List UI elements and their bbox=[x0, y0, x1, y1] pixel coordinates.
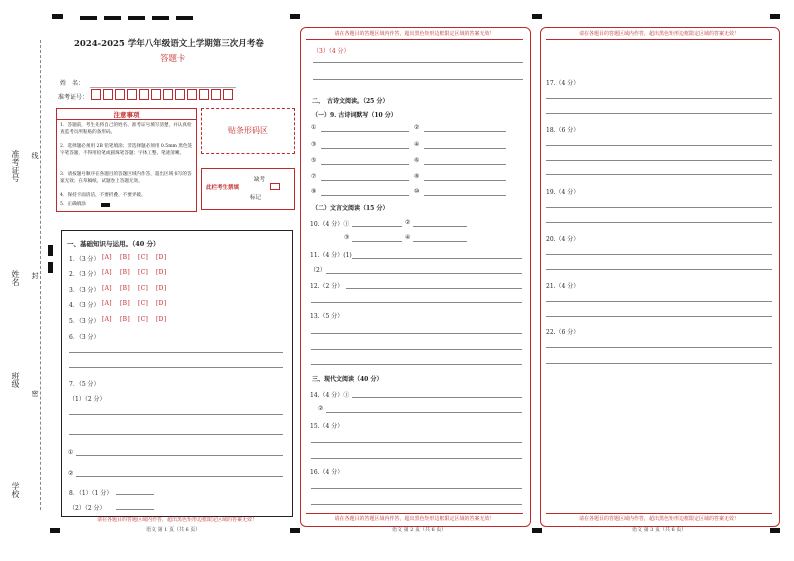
answer-line[interactable] bbox=[311, 442, 522, 443]
q14-label: 14.（4 分）① bbox=[310, 392, 350, 399]
option-c[interactable]: [C] bbox=[138, 254, 149, 261]
registration-mark bbox=[128, 16, 145, 20]
notice-item: 4．保持卡面清洁，不要折叠、不要弄破。 bbox=[60, 193, 146, 198]
q6-label: 6．（3 分） bbox=[69, 334, 100, 341]
q8-2-label: （2）（2 分） bbox=[69, 505, 106, 512]
registration-mark bbox=[290, 14, 300, 19]
answer-line[interactable] bbox=[546, 222, 772, 223]
answer-line[interactable] bbox=[116, 494, 154, 495]
option-c[interactable]: [C] bbox=[138, 316, 149, 323]
mc-row-3: 3．（3 分） [A] [B] [C] [D] bbox=[69, 285, 167, 294]
section3-title: 三、现代文阅读（40 分） bbox=[312, 376, 383, 383]
answer-line[interactable] bbox=[546, 145, 772, 146]
page3-answer-box bbox=[540, 27, 780, 527]
q16-label: 16.（4 分） bbox=[310, 469, 344, 476]
subsection-poetry: （一）9. 古诗词默写（10 分） bbox=[312, 112, 397, 119]
answer-line[interactable] bbox=[546, 174, 772, 175]
answer-line[interactable] bbox=[424, 180, 506, 181]
registration-mark bbox=[152, 16, 169, 20]
answer-line[interactable] bbox=[424, 164, 506, 165]
option-a[interactable]: [A] bbox=[102, 300, 112, 307]
answer-line[interactable] bbox=[69, 434, 283, 435]
answer-line[interactable] bbox=[76, 476, 283, 477]
answer-line[interactable] bbox=[424, 195, 506, 196]
absent-checkbox[interactable] bbox=[270, 183, 280, 190]
page1-warning: 请在各题目的答题区域内作答，超出黑色矩形边框限定区域的答案无效！ bbox=[96, 517, 257, 523]
option-a[interactable]: [A] bbox=[102, 285, 112, 292]
option-b[interactable]: [B] bbox=[120, 269, 130, 276]
section2-title: 二、 古诗文阅读。（25 分） bbox=[312, 98, 389, 105]
answer-line[interactable] bbox=[313, 62, 523, 63]
side-label-feng: 封 bbox=[31, 272, 39, 279]
notice-item: 2．选择题必须用 2B 铅笔填涂；非选择题必须用 0.5mm 黑色签字笔答题，不得用铅笔或圆珠笔答题；字体工整、笔迹清晰。 bbox=[60, 144, 193, 156]
registration-mark bbox=[48, 245, 53, 256]
q11-label: 11.（4 分）(1) bbox=[310, 252, 352, 259]
answer-line[interactable] bbox=[546, 347, 772, 348]
option-d[interactable]: [D] bbox=[156, 269, 167, 276]
side-label-class: 班级 bbox=[11, 372, 20, 388]
side-label-xian: 线 bbox=[31, 152, 39, 159]
answer-line[interactable] bbox=[546, 207, 772, 208]
exam-id-boxes[interactable] bbox=[91, 89, 237, 101]
q10-label: 10.（4 分）① bbox=[310, 221, 350, 228]
absent-text-top: 缺考 bbox=[254, 177, 266, 183]
q13-label: 13.（5 分） bbox=[310, 313, 344, 320]
q7-1-label: （1）（2 分） bbox=[69, 396, 106, 403]
registration-mark bbox=[52, 14, 63, 19]
answer-line[interactable] bbox=[546, 269, 772, 270]
name-label: 姓 名： bbox=[60, 80, 85, 87]
answer-line[interactable] bbox=[76, 455, 283, 456]
option-d[interactable]: [D] bbox=[156, 300, 167, 307]
answer-line[interactable] bbox=[413, 241, 467, 242]
q20-label: 20.（4 分） bbox=[546, 236, 580, 243]
answer-line[interactable] bbox=[546, 301, 772, 302]
answer-line[interactable] bbox=[313, 79, 523, 80]
page3-warning-bottom: 请在各题目的答题区域内作答，超出黑色矩形边框限定区域的答案无效！ bbox=[578, 516, 739, 522]
answer-line[interactable] bbox=[69, 414, 283, 415]
answer-line[interactable] bbox=[546, 160, 772, 161]
page-title: 2024-2025 学年八年级语文上学期第三次月考卷 bbox=[74, 39, 264, 49]
answer-line[interactable] bbox=[321, 148, 409, 149]
option-b[interactable]: [B] bbox=[120, 316, 130, 323]
notice-item: 1．答题前，考生先将自己的姓名、准考证号填写清楚，并认真检查监考员所粘贴的条形码。 bbox=[60, 123, 192, 135]
option-d[interactable]: [D] bbox=[156, 285, 167, 292]
answer-line[interactable] bbox=[311, 349, 522, 350]
mc-row-4: 4．（3 分） [A] [B] [C] [D] bbox=[69, 300, 167, 309]
exam-id-label: 准考证号： bbox=[58, 94, 89, 101]
answer-line[interactable] bbox=[321, 180, 409, 181]
option-d[interactable]: [D] bbox=[156, 316, 167, 323]
registration-mark bbox=[770, 528, 780, 533]
q21-label: 21.（4 分） bbox=[546, 283, 580, 290]
answer-line[interactable] bbox=[546, 98, 772, 99]
q17-label: 17.（4 分） bbox=[546, 80, 580, 87]
answer-line[interactable] bbox=[352, 258, 522, 259]
answer-line[interactable] bbox=[424, 148, 506, 149]
binding-line bbox=[40, 40, 41, 510]
answer-line[interactable] bbox=[311, 333, 522, 334]
option-a[interactable]: [A] bbox=[102, 254, 112, 261]
side-label-name: 姓名 bbox=[11, 270, 20, 286]
answer-line[interactable] bbox=[326, 273, 522, 274]
q7-label: 7．（5 分） bbox=[69, 381, 100, 388]
q19-label: 19.（4 分） bbox=[546, 189, 580, 196]
mc-row-5: 5．（3 分） [A] [B] [C] [D] bbox=[69, 316, 167, 325]
answer-line[interactable] bbox=[311, 458, 522, 459]
answer-line[interactable] bbox=[321, 164, 409, 165]
q8-label: 8．（1）（1 分） bbox=[69, 490, 113, 497]
answer-line[interactable] bbox=[546, 113, 772, 114]
notice-item: 3．请按题号顺序在各题目的答题区域内作答，超出区域书写的答案无效；在草稿纸、试题卷上答题无效。 bbox=[60, 172, 192, 184]
answer-line[interactable] bbox=[352, 241, 402, 242]
answer-line[interactable] bbox=[546, 254, 772, 255]
q7-circle-1: ① bbox=[68, 449, 74, 456]
q12-label: 12.（2 分） bbox=[310, 283, 344, 290]
page1-footer: 语文 第 1 页（共 6 页） bbox=[146, 527, 201, 533]
part3-label: （3）（4 分） bbox=[313, 48, 350, 55]
q15-label: 15.（4 分） bbox=[310, 423, 344, 430]
option-a[interactable]: [A] bbox=[102, 316, 112, 323]
answer-line[interactable] bbox=[546, 363, 772, 364]
registration-mark bbox=[290, 528, 300, 533]
page-subtitle: 答题卡 bbox=[160, 54, 186, 64]
absent-label: 此栏考生禁填 bbox=[206, 185, 240, 191]
option-c[interactable]: [C] bbox=[138, 300, 149, 307]
page3-footer: 语文 第 3 页（共 6 页） bbox=[632, 527, 687, 533]
fill-example-mark bbox=[101, 203, 110, 207]
side-label-exam-id: 准考证号 bbox=[11, 150, 20, 182]
answer-line[interactable] bbox=[346, 288, 522, 289]
registration-mark bbox=[48, 262, 53, 273]
absent-box bbox=[201, 168, 295, 210]
side-label-school: 学校 bbox=[11, 482, 20, 498]
mc-row-2: 2．（3 分） [A] [B] [C] [D] bbox=[69, 269, 167, 278]
barcode-area: 贴条形码区 bbox=[201, 108, 295, 154]
answer-line[interactable] bbox=[311, 364, 522, 365]
answer-line[interactable] bbox=[69, 367, 283, 368]
registration-mark bbox=[176, 16, 193, 20]
option-c[interactable]: [C] bbox=[138, 269, 149, 276]
option-d[interactable]: [D] bbox=[156, 254, 167, 261]
side-label-mi: 密 bbox=[31, 390, 39, 397]
answer-line[interactable] bbox=[546, 316, 772, 317]
fill-example-label: 5．正确填涂 bbox=[60, 202, 86, 207]
registration-mark bbox=[104, 16, 121, 20]
answer-line[interactable] bbox=[311, 504, 522, 505]
page2-warning-bottom: 请在各题目的答题区域内作答，超出黑色矩形边框限定区域的答案无效！ bbox=[334, 516, 495, 522]
q18-label: 18.（6 分） bbox=[546, 127, 580, 134]
registration-mark bbox=[80, 16, 97, 20]
option-c[interactable]: [C] bbox=[138, 285, 149, 292]
answer-line[interactable] bbox=[321, 195, 409, 196]
q22-label: 22.（6 分） bbox=[546, 329, 580, 336]
answer-line[interactable] bbox=[311, 302, 522, 303]
option-b[interactable]: [B] bbox=[120, 300, 130, 307]
answer-line[interactable] bbox=[321, 131, 409, 132]
section1-title: 一、基础知识与运用。（40 分） bbox=[67, 240, 160, 248]
page2-footer: 语文 第 2 页（共 6 页） bbox=[392, 527, 447, 533]
answer-line[interactable] bbox=[116, 509, 154, 510]
absent-text-bottom: 标记 bbox=[250, 195, 262, 201]
answer-line[interactable] bbox=[326, 412, 522, 413]
name-field[interactable] bbox=[90, 87, 236, 88]
notice-title: 注意事项 bbox=[113, 111, 140, 119]
answer-line[interactable] bbox=[311, 488, 522, 489]
q7-circle-2: ② bbox=[68, 470, 74, 477]
option-b[interactable]: [B] bbox=[120, 254, 130, 261]
subsection-classical: （二）文言文阅读（15 分） bbox=[312, 205, 389, 212]
option-a[interactable]: [A] bbox=[102, 269, 112, 276]
registration-mark bbox=[50, 528, 60, 533]
answer-line[interactable] bbox=[413, 226, 467, 227]
notice-box bbox=[56, 108, 197, 212]
answer-line[interactable] bbox=[352, 226, 402, 227]
registration-mark bbox=[532, 528, 542, 533]
answer-line[interactable] bbox=[352, 397, 522, 398]
page2-warning-top: 请在各题目的答题区域内作答，超出黑色矩形边框限定区域的答案无效！ bbox=[334, 31, 495, 37]
option-b[interactable]: [B] bbox=[120, 285, 130, 292]
answer-line[interactable] bbox=[424, 131, 506, 132]
mc-row-1: 1．（3 分） [A] [B] [C] [D] bbox=[69, 254, 167, 263]
registration-mark bbox=[770, 14, 780, 19]
page3-warning-top: 请在各题目的答题区域内作答，超出黑色矩形边框限定区域的答案无效！ bbox=[578, 31, 739, 37]
registration-mark bbox=[532, 14, 542, 19]
answer-line[interactable] bbox=[69, 352, 283, 353]
